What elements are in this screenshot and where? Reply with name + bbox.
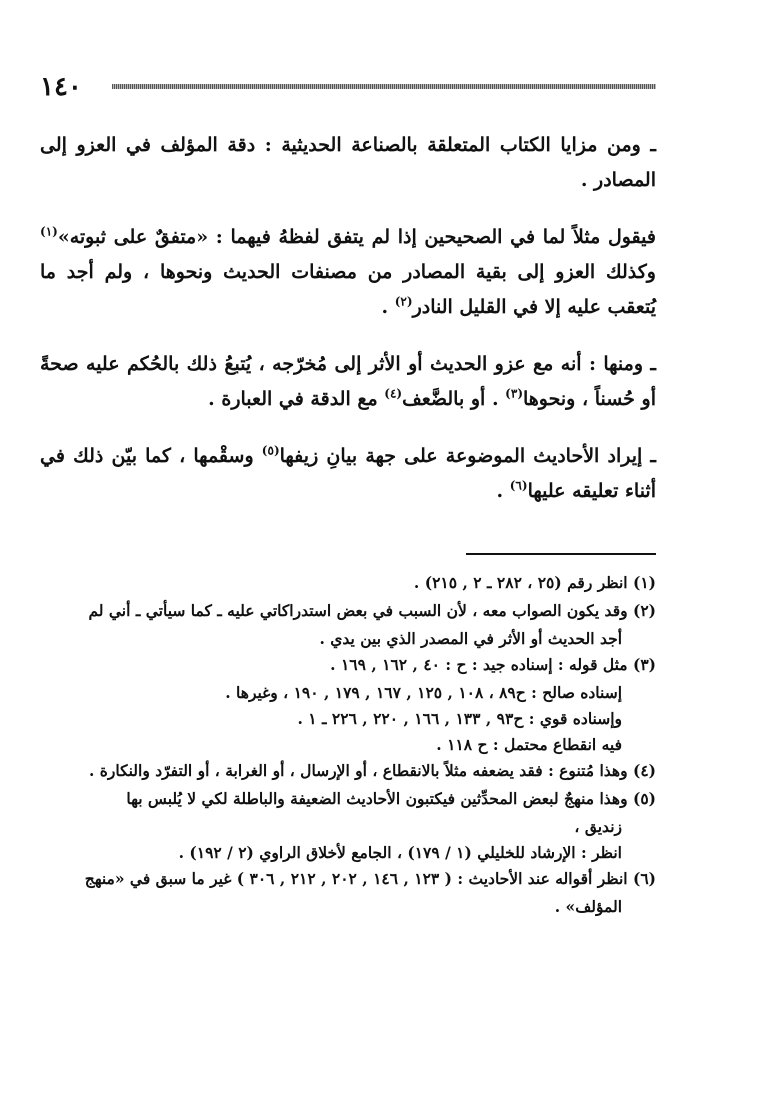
paragraph-3-text-c: مع الدقة في العبارة .: [208, 388, 385, 410]
paragraph-1-text: ـ ومن مزايا الكتاب المتعلقة بالصناعة الحديثية : دقة المؤلف في العزو إلى المصادر .: [40, 134, 656, 191]
paragraph-4-text-b: وسقْمها ، كما بيّن ذلك في أثناء تعليقه عليها: [40, 445, 656, 502]
main-text: [40, 128, 656, 531]
paragraph-2: [40, 220, 656, 325]
footnote-3-line-4: فيه انقطاع محتمل : ح ١١٨ .: [436, 735, 622, 754]
paragraph-3-text-b: . أو بالضَّعف: [402, 388, 506, 410]
paragraph-4-text-a: ـ إيراد الأحاديث الموضوعة على جهة بيانِ زيفها: [279, 445, 657, 467]
footnote-5: (٥) وهذا منهجٌ لبعض المحدِّثين فيكتبون الأحاديث الضعيفة والباطلة لكي لا يُلبس بها: [126, 789, 656, 808]
footnote-ref-2: (٢): [394, 294, 413, 309]
footnote-ref-6: (٦): [509, 478, 528, 493]
footnote-6: (٦) انظر أقواله عند الأحاديث : ( ١٢٣ , ١٤٦ , ٢٠٢ , ٢١٢ , ٣٠٦ ) غير ما سبق في «منهج: [84, 869, 656, 888]
footnote-5-continuation: زنديق ،: [574, 817, 622, 836]
paragraph-1: [40, 128, 656, 198]
footnote-ref-5: (٥): [261, 443, 280, 458]
footnote-2: (٢) وقد يكون الصواب معه ، لأن السبب في بعض استدراكاتي عليه ـ كما سيأتي ـ أني لم: [88, 601, 656, 620]
paragraph-4: [40, 439, 656, 509]
paragraph-2-text-b: وكذلك العزو إلى بقية المصادر من مصنفات الحديث ونحوها ، ولم أجد ما يُتعقب عليه إلا في القليل النادر: [40, 261, 656, 318]
footnote-4: (٤) وهذا مُتنوع : فقد يضعفه مثلاً بالانقطاع ، أو الإرسال ، أو الغرابة ، أو التفرّد والنكارة .: [88, 761, 656, 780]
footnote-ref-3: (٣): [505, 386, 523, 401]
footnote-2-continuation: أجد الحديث أو الأثر في المصدر الذي بين يدي .: [319, 629, 622, 648]
footnotes: [40, 570, 656, 920]
paragraph-3: [40, 347, 656, 417]
footnote-separator: [466, 553, 656, 555]
header-rule: [112, 84, 656, 89]
paragraph-4-text-c: .: [496, 480, 510, 502]
paragraph-3-text-a: ـ ومنها : أنه مع عزو الحديث أو الأثر إلى مُخرّجه ، يُتبعُ ذلك بالحُكم عليه صحةً أو حُسناً ، ونحوها: [40, 353, 656, 410]
footnote-5-reference: انظر : الإرشاد للخليلي (١ / ١٧٩) ، الجامع لأخلاق الراوي (٢ / ١٩٢) .: [178, 843, 622, 862]
footnote-3: (٣) مثل قوله : إسناده جيد : ح : ٤٠ , ١٦٢ , ١٦٩ .: [330, 655, 656, 674]
footnote-ref-1: (١): [40, 224, 58, 239]
footnote-3-line-2: إسناده صالح : ح٨٩ ، ١٠٨ , ١٢٥ , ١٦٧ , ١٧٩ , ١٩٠ ، وغيرها .: [225, 683, 622, 702]
footnote-1: (١) انظر رقم (٢٥ ، ٢٨٢ ـ ٢ , ٢١٥) .: [413, 573, 656, 592]
footnote-6-continuation: المؤلف» .: [554, 897, 622, 916]
footnote-3-line-3: وإسناده قوي : ح٩٣ , ١٣٣ , ١٦٦ , ٢٢٠ , ٢٢٦ ـ ١ .: [297, 709, 622, 728]
paragraph-2-text-a: فيقول مثلاً لما في الصحيحين إذا لم يتفق لفظهُ فيهما : «متفقٌ على ثبوته»: [57, 226, 656, 248]
page-number: ١٤٠: [40, 72, 82, 102]
page-header: [40, 72, 656, 102]
paragraph-2-text-c: .: [381, 296, 395, 318]
footnote-ref-4: (٤): [384, 386, 403, 401]
